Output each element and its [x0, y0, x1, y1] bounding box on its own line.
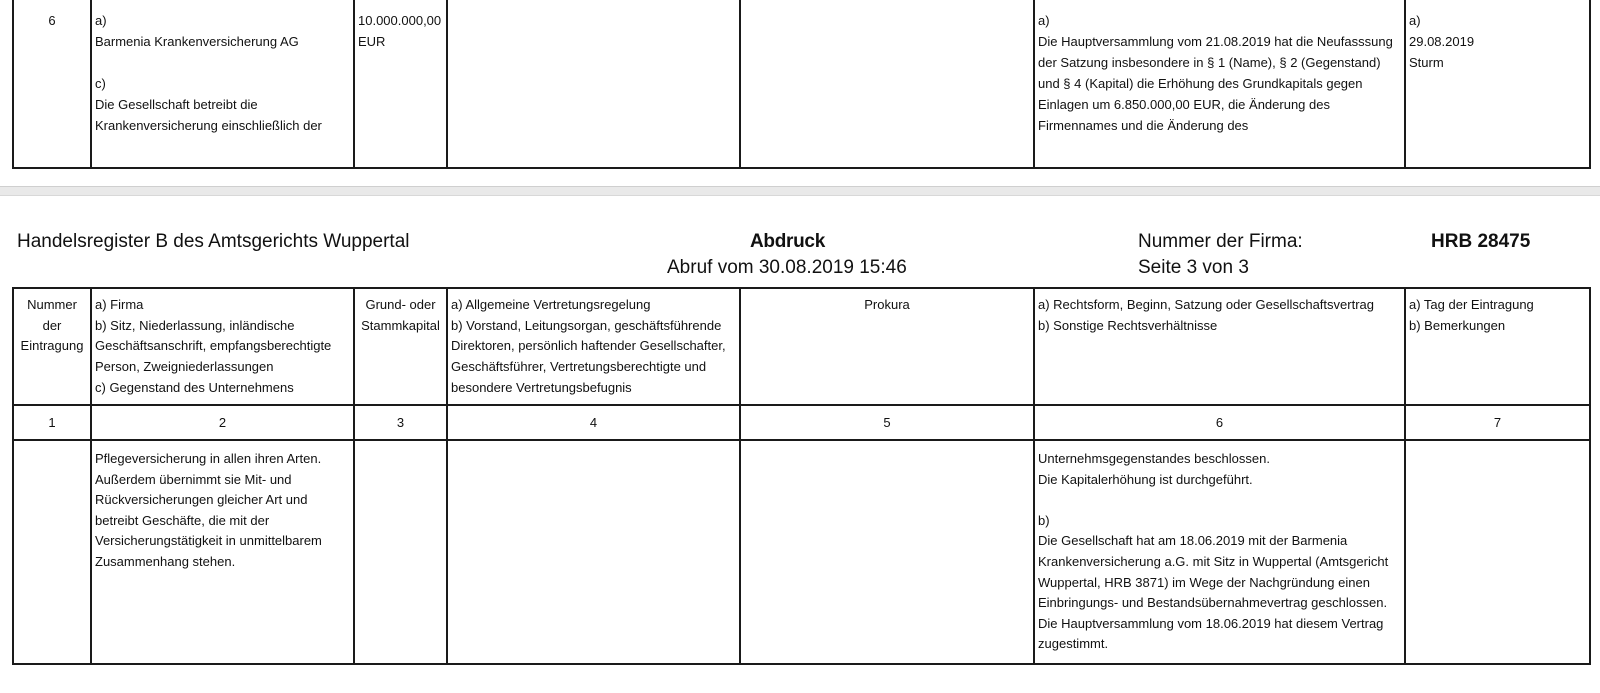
- firm-cell: a) Barmenia Krankenversicherung AG c) Die Gesellschaft betreibt die Krankenversicherung einschließlich der: [91, 0, 354, 168]
- registration-date-cell: [1405, 440, 1590, 664]
- representation-cell: [447, 0, 740, 168]
- capital-cell: [354, 440, 447, 664]
- column-number: 1: [13, 405, 91, 440]
- prokura-cell: [740, 440, 1034, 664]
- entry-number-cell: [13, 440, 91, 664]
- table-row: [13, 0, 1590, 168]
- column-header: a) Allgemeine Vertretungsregelung b) Vorstand, Leitungsorgan, geschäftsführende Direktoren, persönlich haftender Gesellschafter, Geschäftsführer, Vertretungsberechtigte und besondere Vertretungsbefugnis: [447, 288, 740, 405]
- capital-cell: 10.000.000,00 EUR: [354, 0, 447, 168]
- prokura-cell: [740, 0, 1034, 168]
- representation-cell: [447, 440, 740, 664]
- column-header: a) Tag der Eintragung b) Bemerkungen: [1405, 288, 1590, 405]
- page-separator: [0, 186, 1600, 196]
- column-header: Nummer der Eintragung: [13, 288, 91, 405]
- table-header-row: [13, 288, 1590, 405]
- column-header: a) Firma b) Sitz, Niederlassung, inländische Geschäftsanschrift, empfangsberechtigte Person, Zweigniederlassungen c) Gegenstand des Unternehmens: [91, 288, 354, 405]
- court-title: Handelsregister B des Amtsgerichts Wuppertal: [17, 231, 410, 252]
- column-number: 3: [354, 405, 447, 440]
- page-indicator: Seite 3 von 3: [1138, 257, 1249, 278]
- previous-page-table: [12, 0, 1591, 169]
- column-header: Prokura: [740, 288, 1034, 405]
- column-number: 5: [740, 405, 1034, 440]
- register-table: [12, 287, 1591, 665]
- firm-cell: Pflegeversicherung in allen ihren Arten. Außerdem übernimmt sie Mit- und Rückversicherungen gleicher Art und betreibt Geschäfte, die mit der Versicherungstätigkeit in unmittelbarem Zusammenhang stehen.: [91, 440, 354, 664]
- registration-date-cell: a) 29.08.2019 Sturm: [1405, 0, 1590, 168]
- column-header: Grund- oder Stammkapital: [354, 288, 447, 405]
- retrieval-timestamp: Abruf vom 30.08.2019 15:46: [667, 257, 907, 278]
- document-type: Abdruck: [750, 231, 825, 252]
- firm-number-label: Nummer der Firma:: [1138, 231, 1303, 252]
- column-header: a) Rechtsform, Beginn, Satzung oder Gesellschaftsvertrag b) Sonstige Rechtsverhältnisse: [1034, 288, 1405, 405]
- previous-page: [0, 0, 1600, 186]
- legal-form-cell: a) Die Hauptversammlung vom 21.08.2019 hat die Neufasssung der Satzung insbesondere in § 1 (Name), § 2 (Gegenstand) und § 4 (Kapital) die Erhöhung des Grundkapitals gegen Einlagen um 6.850.000,00 EUR, die Änderung des Firmennames und die Änderung des: [1034, 0, 1405, 168]
- column-number-row: [13, 405, 1590, 440]
- column-number: 2: [91, 405, 354, 440]
- firm-number: HRB 28475: [1431, 231, 1531, 252]
- table-row: [13, 440, 1590, 664]
- column-number: 4: [447, 405, 740, 440]
- entry-number-cell: 6: [13, 0, 91, 168]
- column-number: 7: [1405, 405, 1590, 440]
- current-page: [0, 196, 1600, 693]
- column-number: 6: [1034, 405, 1405, 440]
- legal-form-cell: Unternehmsgegenstandes beschlossen. Die Kapitalerhöhung ist durchgeführt. b) Die Gesellschaft hat am 18.06.2019 mit der Barmenia Krankenversicherung a.G. mit Sitz in Wuppertal (Amtsgericht Wuppertal, HRB 3871) im Wege der Nachgründung einen Einbringungs- und Bestandsübernahmevertrag geschlossen. Die Hauptversammlung vom 18.06.2019 hat diesem Vertrag zugestimmt.: [1034, 440, 1405, 664]
